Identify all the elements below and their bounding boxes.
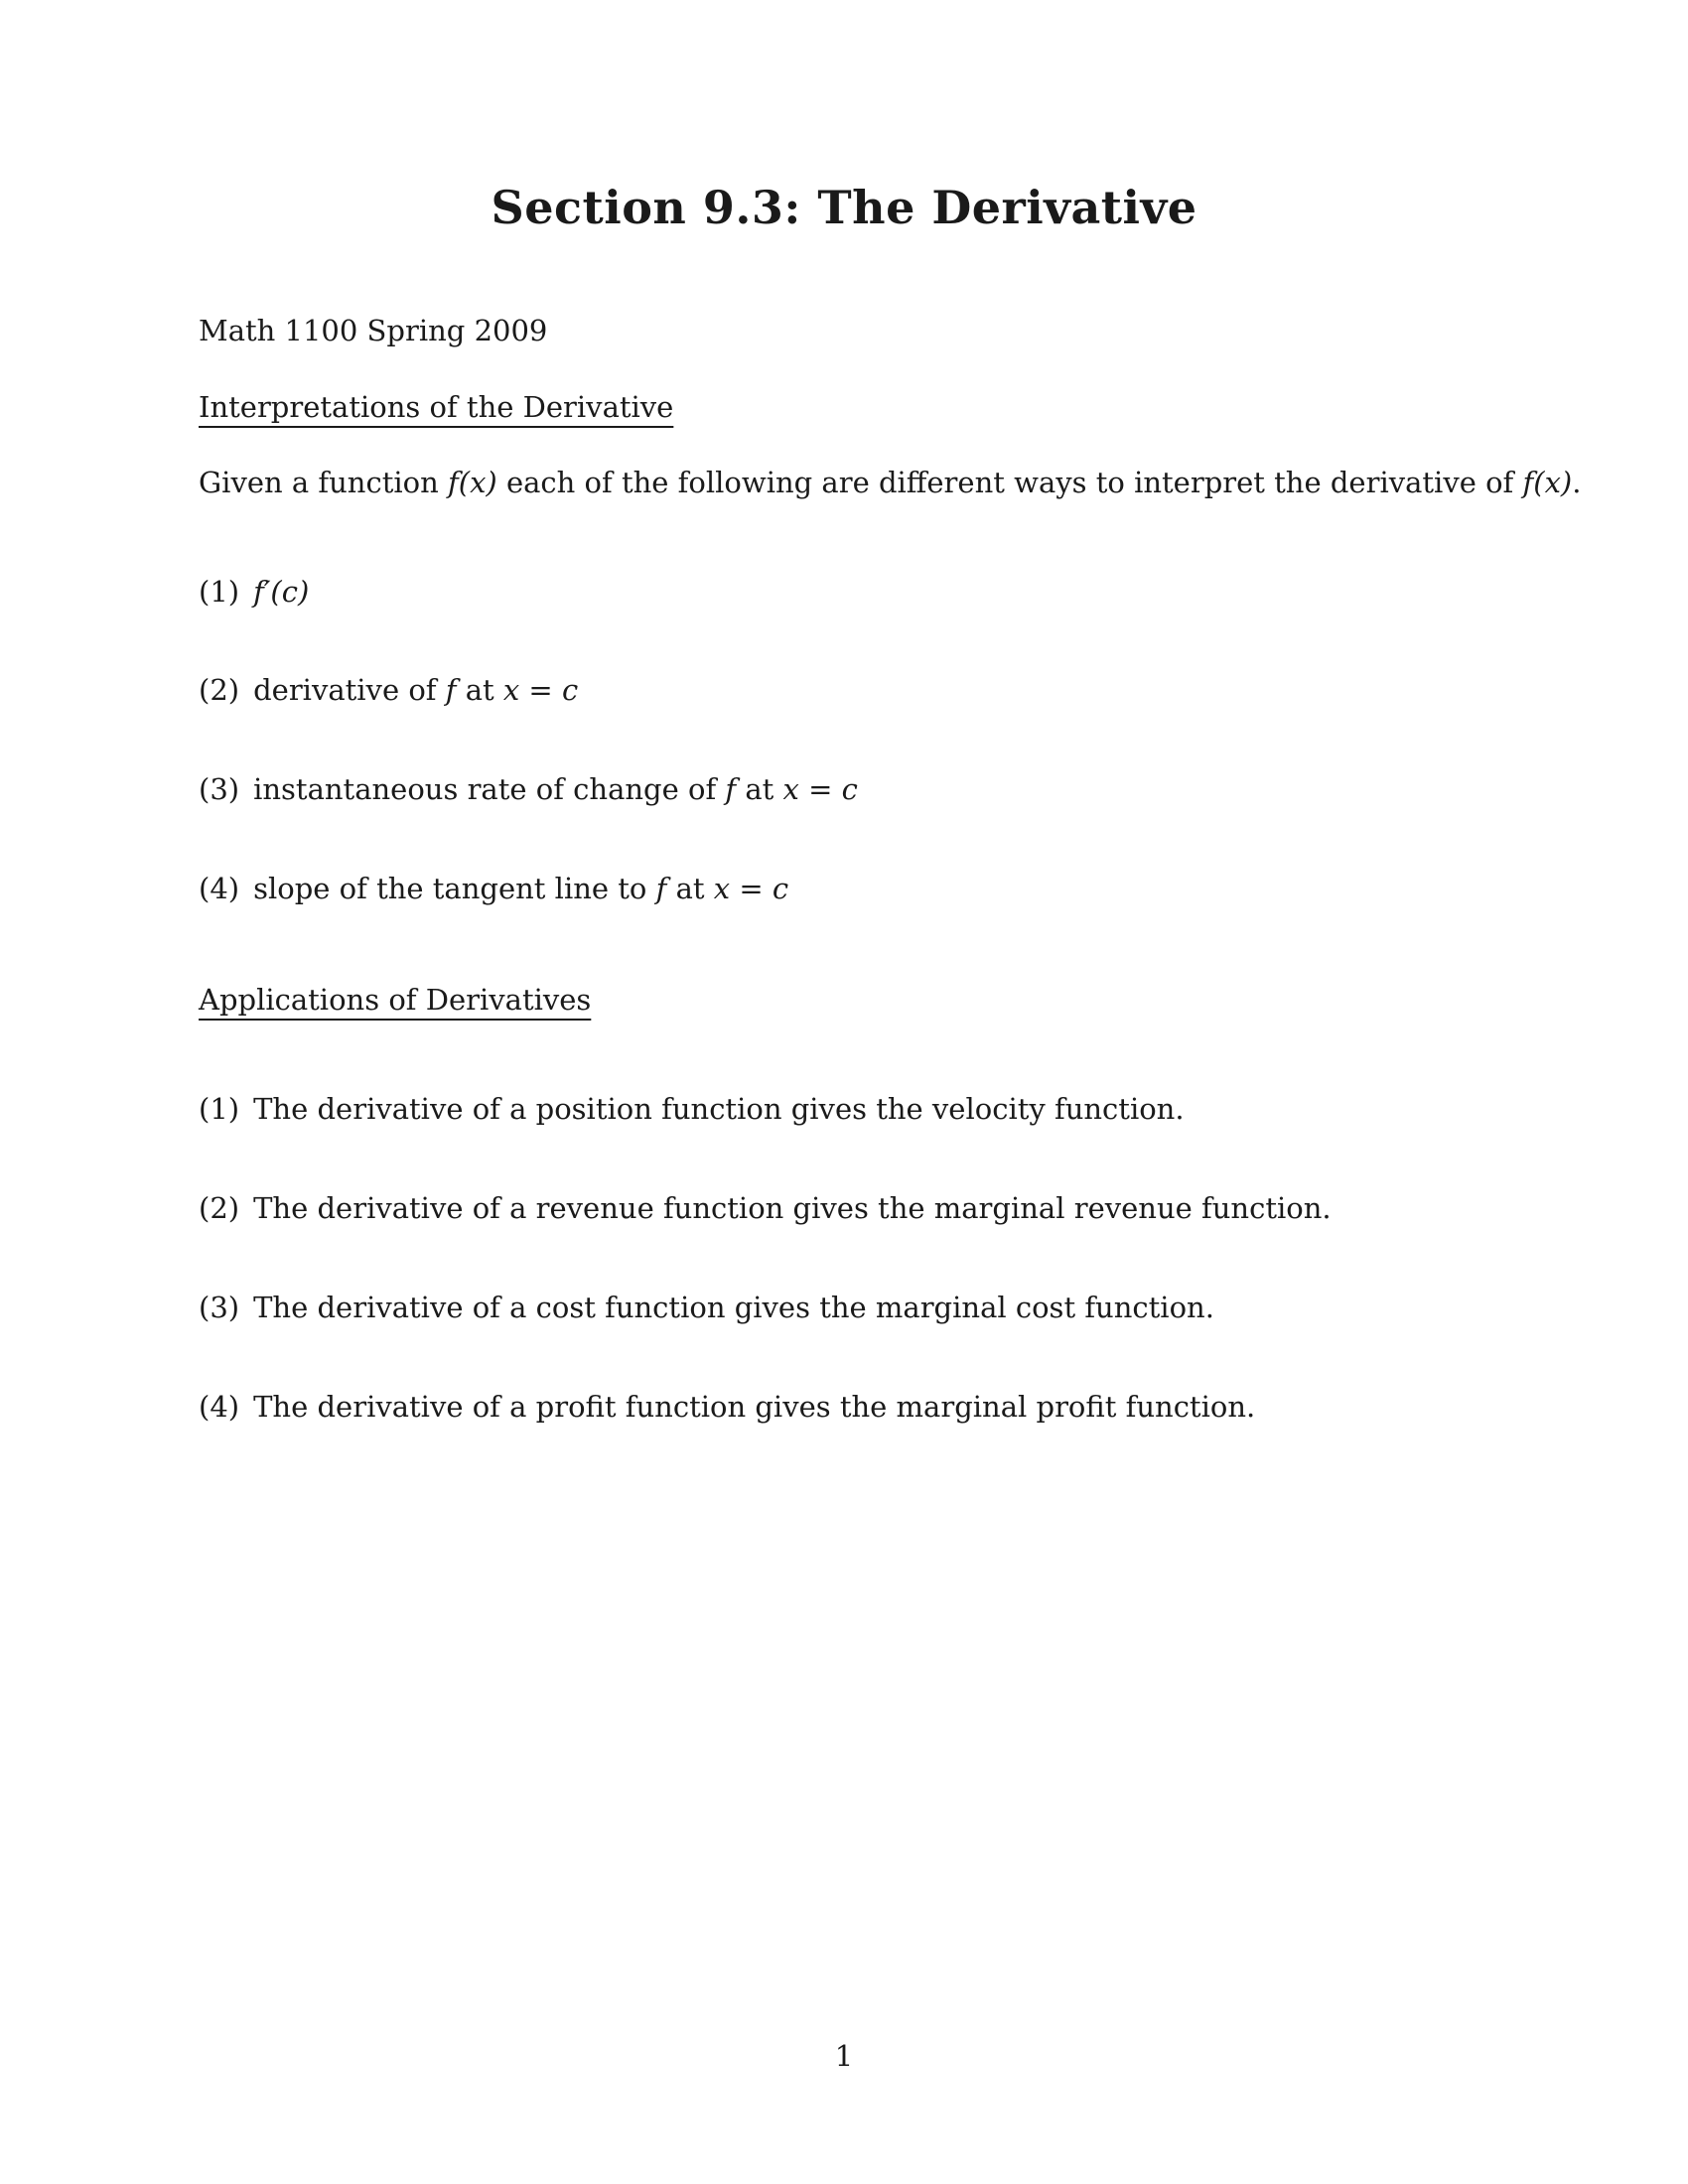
intro-function-fx: f(x) (448, 466, 497, 499)
intro-function-fx-2: f(x) (1522, 466, 1573, 499)
item-number: (3) (199, 1291, 240, 1324)
item-number: (4) (199, 872, 240, 905)
item-number: (1) (199, 1092, 240, 1126)
interpretation-item-2 (199, 673, 578, 707)
application-item-1 (199, 1092, 1185, 1126)
item-number: (3) (199, 772, 240, 806)
item-text: The derivative of a cost function gives the marginal cost function. (253, 1291, 1214, 1324)
point-equation: x = c (782, 772, 858, 806)
intro-end: . (1572, 466, 1582, 499)
interpretation-item-1 (199, 575, 309, 609)
item-number: (1) (199, 575, 240, 609)
course-info: Math 1100 Spring 2009 (199, 314, 548, 347)
derivative-notation: f′(c) (253, 575, 310, 609)
item-text: derivative of (253, 673, 437, 707)
interpretations-heading: Interpretations of the Derivative (199, 390, 674, 424)
application-item-4 (199, 1390, 1255, 1424)
item-number: (4) (199, 1390, 240, 1424)
item-text: slope of the tangent line to (253, 872, 647, 905)
point-equation: x = c (713, 872, 789, 905)
at-word: at (745, 772, 774, 806)
function-symbol: f (725, 772, 737, 806)
application-item-3 (199, 1291, 1214, 1324)
point-equation: x = c (502, 673, 579, 707)
item-text: The derivative of a revenue function gives the marginal revenue function. (253, 1191, 1332, 1225)
intro-middle: each of the following are different ways to interpret the derivative of (505, 466, 1514, 499)
item-number: (2) (199, 673, 240, 707)
item-number: (2) (199, 1191, 240, 1225)
at-word: at (675, 872, 705, 905)
item-text: instantaneous rate of change of (253, 772, 717, 806)
intro-prefix: Given a function (199, 466, 439, 499)
function-symbol: f (445, 673, 457, 707)
applications-heading: Applications of Derivatives (199, 983, 592, 1017)
interpretation-item-4 (199, 872, 788, 905)
application-item-2 (199, 1191, 1332, 1225)
page-title: Section 9.3: The Derivative (491, 181, 1197, 234)
at-word: at (465, 673, 494, 707)
function-symbol: f (655, 872, 667, 905)
page-number: 1 (834, 2039, 854, 2073)
item-text: The derivative of a profit function gives the marginal profit function. (253, 1390, 1256, 1424)
intro-paragraph (199, 466, 1581, 499)
item-text: The derivative of a position function gives the velocity function. (253, 1092, 1185, 1126)
interpretation-item-3 (199, 772, 858, 806)
